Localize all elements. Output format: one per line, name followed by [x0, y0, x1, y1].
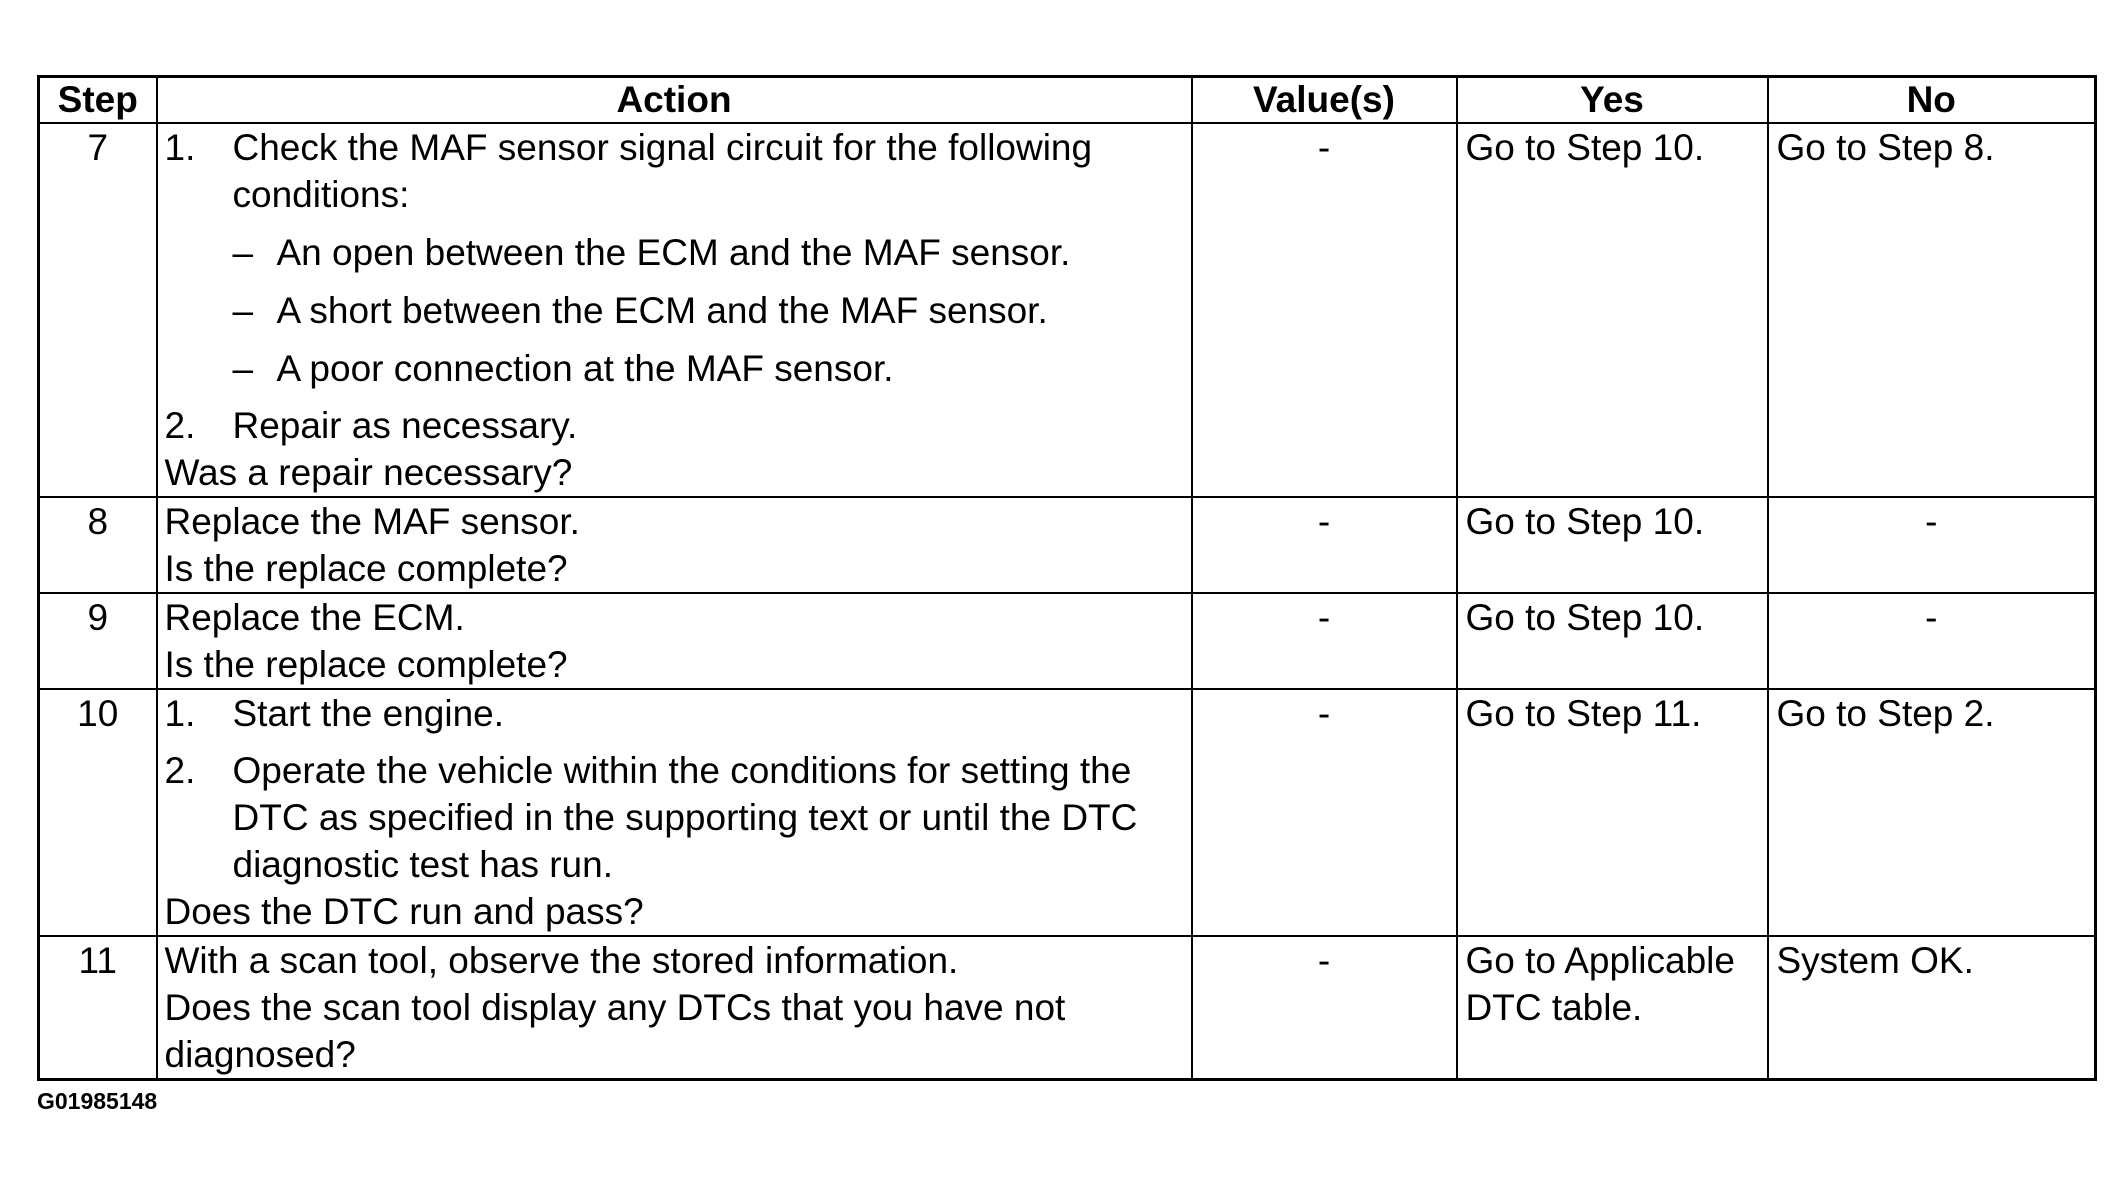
no-cell: - [1768, 497, 2096, 593]
header-no: No [1768, 77, 2096, 124]
table-header-row [39, 77, 2096, 124]
action-cell [157, 497, 1192, 593]
diagnostic-table [37, 75, 2097, 1081]
bullet-item [233, 287, 1185, 334]
item-text: Start the engine. [232, 693, 505, 734]
step-number: 7 [39, 123, 157, 497]
no-cell: System OK. [1768, 936, 2096, 1080]
yes-cell: Go to Applicable DTC table. [1457, 936, 1768, 1080]
value-cell: - [1192, 497, 1457, 593]
action-cell [157, 936, 1192, 1080]
action-item [165, 124, 1185, 218]
yes-cell: Go to Step 11. [1457, 689, 1768, 936]
header-action: Action [157, 77, 1192, 124]
item-text: Operate the vehicle within the conditions for setting the DTC as specified in the supporting text or until the DTC diagnostic test has run. [232, 750, 1138, 885]
action-item [165, 402, 1185, 449]
action-question: Does the scan tool display any DTCs that you have not diagnosed? [164, 987, 1066, 1075]
action-line: With a scan tool, observe the stored information. [164, 940, 959, 981]
dash-marker: – [232, 232, 254, 273]
table-row [39, 689, 2096, 936]
step-number: 11 [39, 936, 157, 1080]
dash-marker: – [232, 348, 254, 389]
action-item [165, 690, 1185, 737]
value-cell: - [1192, 593, 1457, 689]
value-cell: - [1192, 936, 1457, 1080]
yes-cell: Go to Step 10. [1457, 123, 1768, 497]
table-row [39, 593, 2096, 689]
dash-marker: – [232, 290, 254, 331]
bullet-text: A short between the ECM and the MAF sensor. [276, 290, 1048, 331]
bullet-item [233, 345, 1185, 392]
table-row [39, 936, 2096, 1080]
action-cell [157, 689, 1192, 936]
value-cell: - [1192, 123, 1457, 497]
item-number: 2. [164, 750, 196, 791]
step-number: 9 [39, 593, 157, 689]
value-cell: - [1192, 689, 1457, 936]
no-cell: Go to Step 2. [1768, 689, 2096, 936]
item-number: 2. [164, 405, 196, 446]
action-question: Does the DTC run and pass? [164, 891, 644, 932]
no-cell: Go to Step 8. [1768, 123, 2096, 497]
item-text: Check the MAF sensor signal circuit for the following conditions: [232, 127, 1093, 215]
item-text: Repair as necessary. [232, 405, 578, 446]
yes-cell: Go to Step 10. [1457, 593, 1768, 689]
action-line: Replace the ECM. [164, 597, 465, 638]
bullet-text: An open between the ECM and the MAF sensor. [276, 232, 1071, 273]
table-row [39, 123, 2096, 497]
no-cell: - [1768, 593, 2096, 689]
bullet-item [233, 229, 1185, 276]
bullet-text: A poor connection at the MAF sensor. [276, 348, 894, 389]
header-step: Step [39, 77, 157, 124]
step-number: 10 [39, 689, 157, 936]
action-cell [157, 593, 1192, 689]
table-row [39, 497, 2096, 593]
action-cell [157, 123, 1192, 497]
action-question: Was a repair necessary? [164, 452, 573, 493]
step-number: 8 [39, 497, 157, 593]
header-values: Value(s) [1192, 77, 1457, 124]
yes-cell: Go to Step 10. [1457, 497, 1768, 593]
item-number: 1. [164, 693, 196, 734]
action-line: Replace the MAF sensor. [164, 501, 580, 542]
action-question: Is the replace complete? [164, 644, 568, 685]
figure-id: G01985148 [37, 1088, 158, 1114]
item-number: 1. [164, 127, 196, 168]
header-yes: Yes [1457, 77, 1768, 124]
action-item [165, 747, 1185, 888]
action-question: Is the replace complete? [164, 548, 568, 589]
